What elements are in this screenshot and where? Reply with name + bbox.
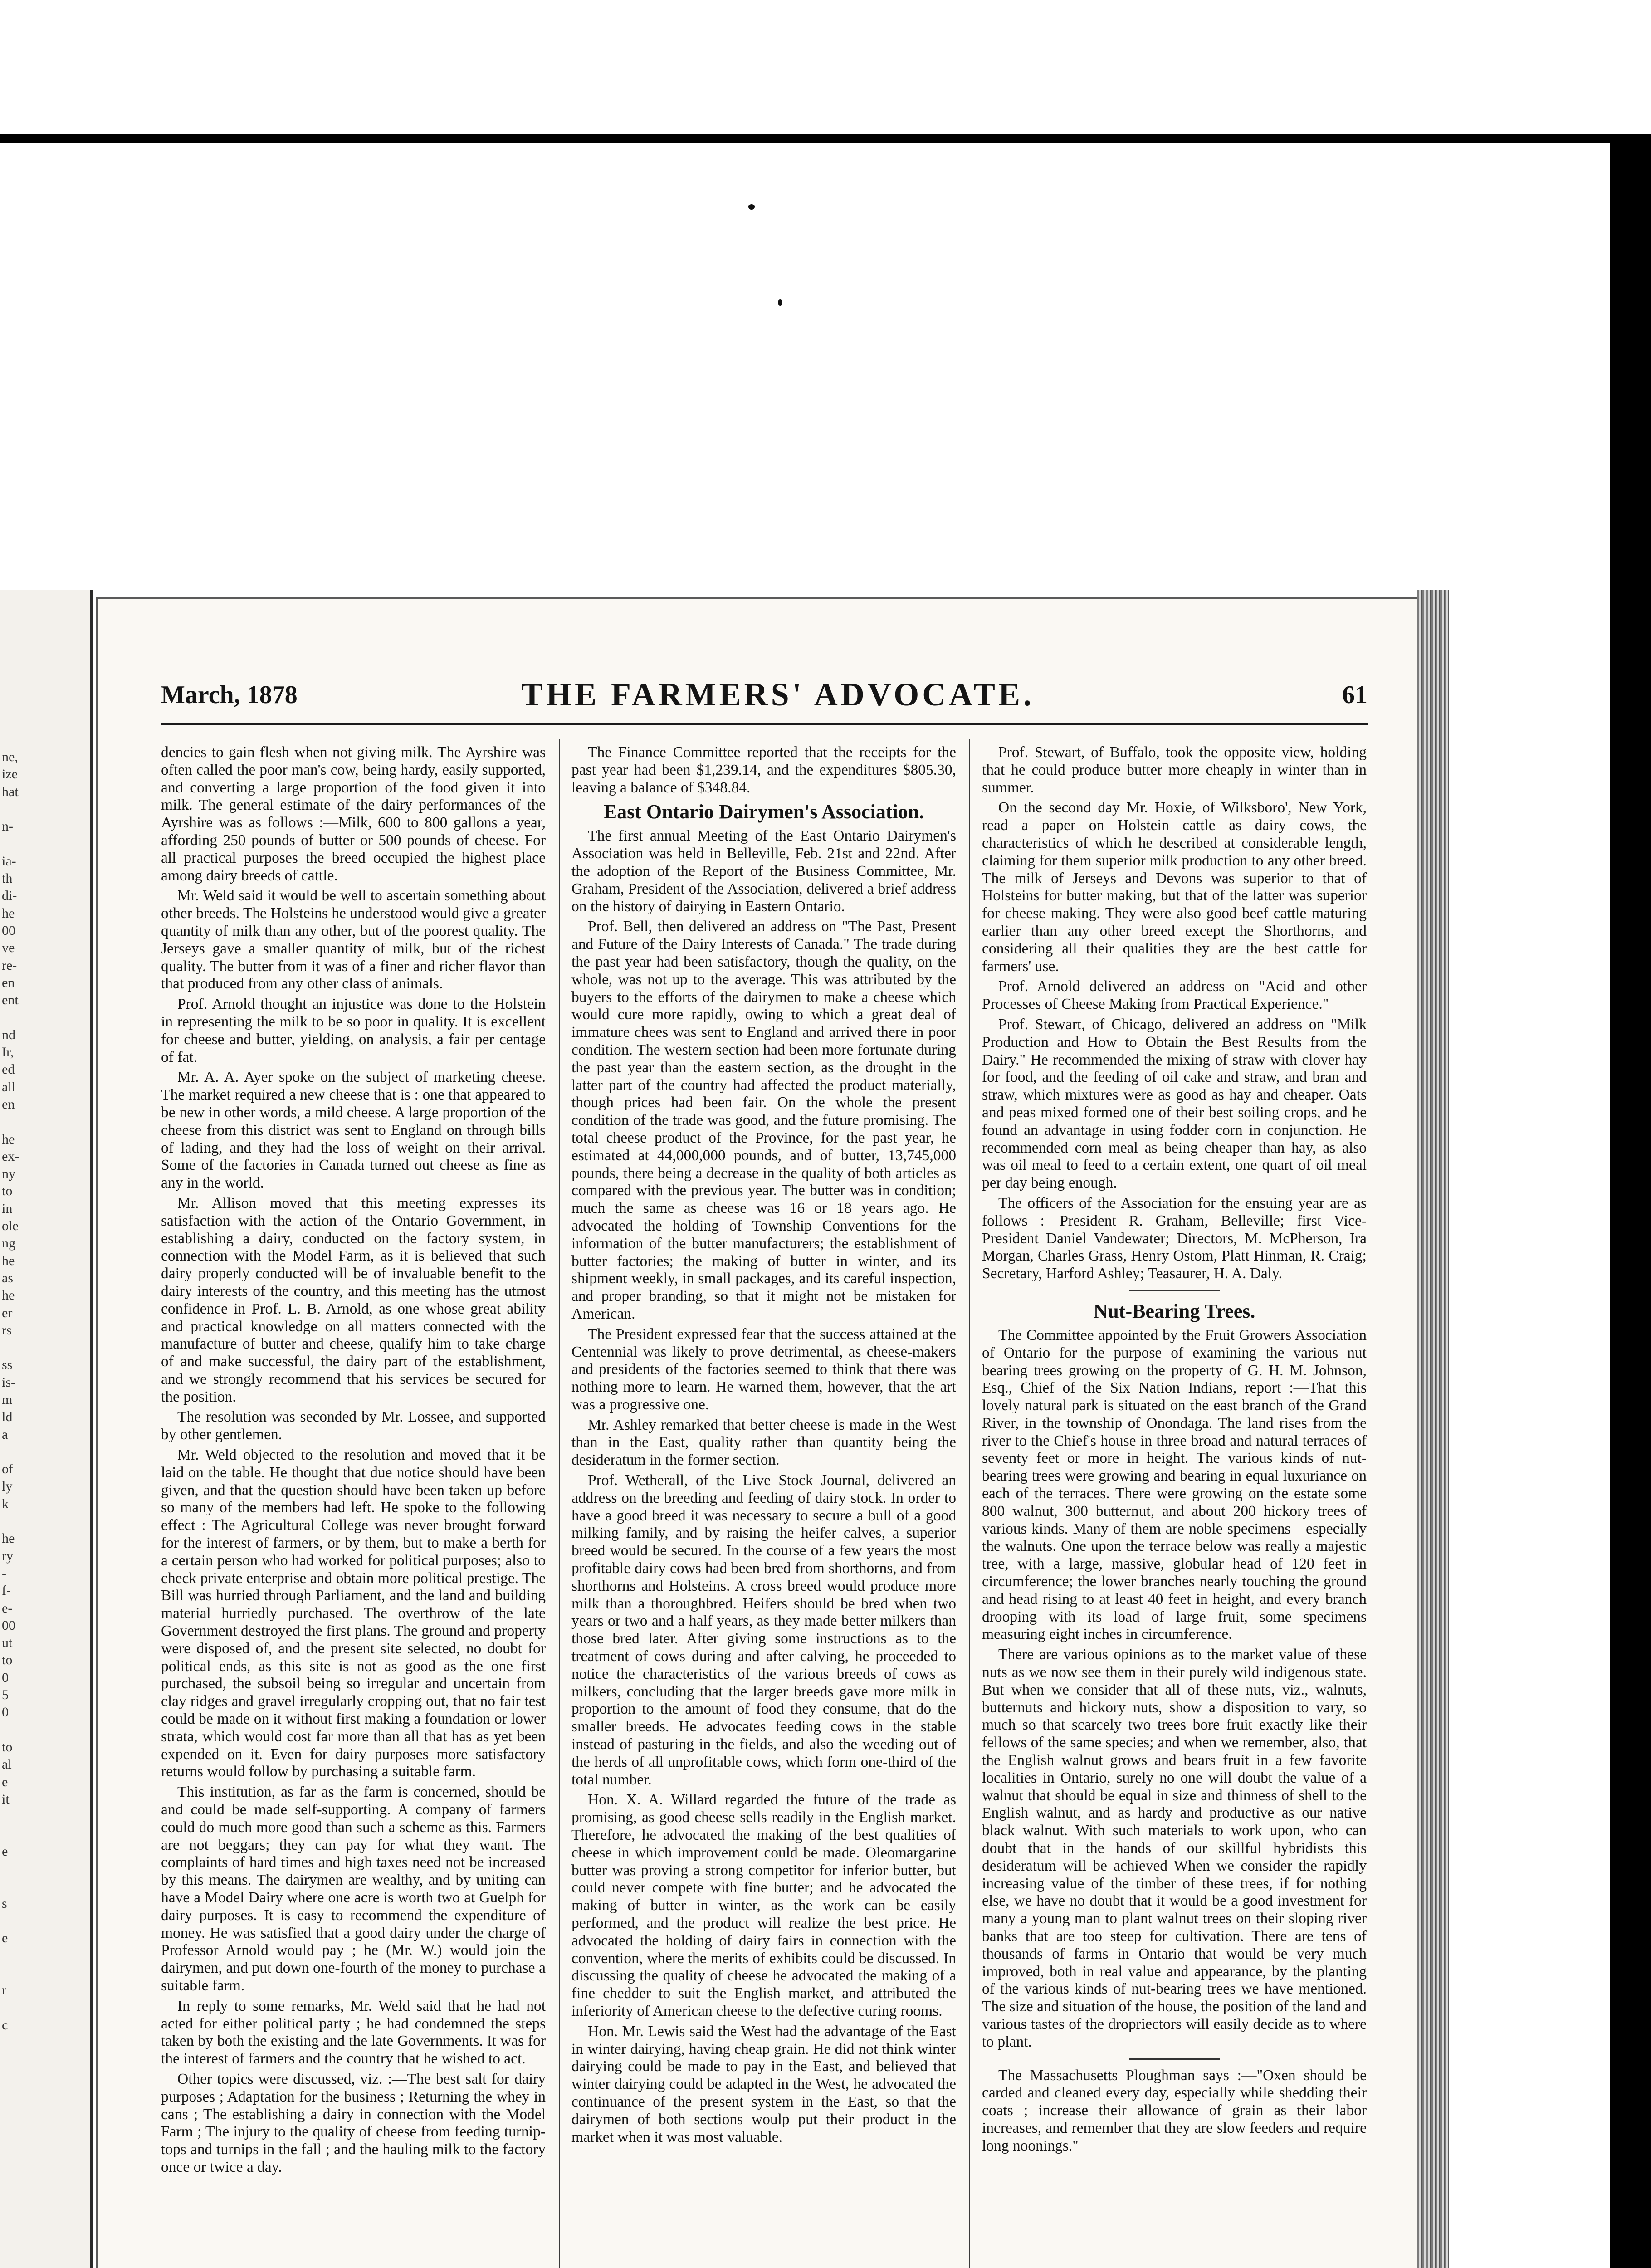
- paragraph: There are various opinions as to the market value of these nuts as we now see them in their purely wild indigenous state. But when we consider that all of these nuts, viz., walnuts, butternuts and hickory nuts, show a disposition to vary, so much so that scarcely two trees bore fruit exactly like their fellows of the same species; and when we remember, also, that the English walnut grows and bears fruit in a few favorite localities in Ontario, surely no one will doubt the value of a walnut that should be equal in size and thinness of shell to the English walnut, and as hardy and productive as our native black walnut. With such materials to work upon, who can doubt that in the hands of our skillful hybridists this desideratum will be achieved When we consider the rapidly increasing value of the timber of these trees, if for nothing else, we have no doubt that it would be a good investment for many a young man to plant walnut trees on their sloping river banks that are too steep for cultivation. There are tens of thousands of farms in Ontario that would be very much improved, both in real value and appearance, by the planting of the various kinds of nut-bearing trees we have mentioned. The size and situation of the house, the position of the land and various tastes of the dropriectors will easily decide as to where to plant.: [982, 1646, 1367, 2050]
- paragraph: Other topics were discussed, viz. :—The best salt for dairy purposes ; Adaptation for the business ; Returning the whey in cans ; The establishing a dairy in connection with the Model Farm ; The injury to the quality of cheese from feeding turnip-tops and turnips in the fall ; and the hauling milk to the factory once or twice a day.: [161, 2070, 546, 2175]
- cut-off-fragment: r: [2, 1983, 6, 1998]
- cut-off-fragment: ed: [2, 1062, 15, 1077]
- cut-off-fragment: Ir,: [2, 1045, 14, 1060]
- cut-off-fragment: ve: [2, 940, 15, 956]
- paragraph: On the second day Mr. Hoxie, of Wilksboro', New York, read a paper on Holstein cattle as dairy cows, the characteristics of which he described at considerable length, claiming for them superior milk production to any other breed. The milk of Jerseys and Devons was superior to that of Holsteins for butter making, but that of the latter was superior for cheese making. They were also good beef cattle maturing earlier than any other breed except the Shorthorns, and considering all their qualities they are the best cattle for farmers' use.: [982, 799, 1367, 975]
- cut-off-fragment: ss: [2, 1357, 13, 1373]
- east-ontario-article: [572, 827, 956, 2146]
- page-edge-line: [90, 590, 93, 2268]
- cut-off-fragment: [2, 1965, 88, 1982]
- cut-off-fragment: f-: [2, 1583, 11, 1598]
- cut-off-fragment: as: [2, 1270, 13, 1286]
- header-rule: [161, 723, 1368, 725]
- cut-off-fragment: [2, 1808, 88, 1825]
- stray-mark: [748, 204, 755, 210]
- paragraph: Hon. X. A. Willard regarded the future of the trade as promising, as good cheese sells readily in the English market. Therefore, he advocated the making of the best qualities of cheese in which improvement could be made. Oleomargarine butter was proving a strong competitor for inferior butter, but could never compete with fine butter; and he advocated the making of butter in winter, as the work can be easily performed, and the product will realize the best price. He advocated the holding of dairy fairs in connection with the convention, where the merits of exhibits could be discussed. In discussing the quality of cheese he advocated the making of a fine chedder to suit the English market, and attributed the inferiority of American cheese to the defective curing rooms.: [572, 1791, 956, 2019]
- scan-edge-top: [0, 134, 1651, 143]
- cut-off-fragment: he: [2, 1131, 15, 1147]
- cut-off-fragment: 5: [2, 1687, 9, 1703]
- nut-bearing-trees-article: [982, 1327, 1367, 2051]
- left-margin-page: [0, 590, 93, 2268]
- paragraph: Hon. Mr. Lewis said the West had the advantage of the East in winter dairying, having cheap grain. He did not think winter dairying could be made to pay in the East, and believed that winter dairying could be adapted in the West, he advocated the continuance of the present system in the East, so that the dairymen of both sections woulp put their product in the market when it was most valuable.: [572, 2023, 956, 2146]
- paragraph: The Committee appointed by the Fruit Growers Association of Ontario for the purpose of examining the various nut bearing trees growing on the property of G. H. M. Johnson, Esq., Chief of the Six Nation Indians, report :—That this lovely natural park is situated on the east branch of the Grand River, in the township of Onondaga. The land rises from the river to the Chief's house in three broad and natural terraces of seventy feet or more in height. The various kinds of nut-bearing trees were growing and bearing in equal luxuriance on each of the terraces. There were growing on the estate some 800 walnut, 300 butternut, and about 200 hickory trees of various kinds. Many of them are noble specimens—especially the walnuts. One upon the terrace below was really a majestic tree, with a large, massive, globular head of 120 feet in circumference; the lower branches nearly touching the ground and head rising to at least 40 feet in height, and every branch drooping with its load of large fruit, some specimens measuring eight inches in circumference.: [982, 1326, 1367, 1643]
- paragraph: Prof. Stewart, of Buffalo, took the opposite view, holding that he could produce butter more cheaply in winter than in summer.: [982, 744, 1367, 796]
- cut-off-fragment: s: [2, 1896, 7, 1911]
- section-rule: [1129, 2058, 1220, 2060]
- cut-off-fragment: en: [2, 1096, 15, 1112]
- masthead-title: THE FARMERS' ADVOCATE.: [521, 676, 1035, 713]
- cut-off-fragment: re-: [2, 958, 17, 973]
- cut-off-text-fragments: [2, 748, 88, 2034]
- cut-off-fragment: ny: [2, 1166, 15, 1182]
- cut-off-fragment: ly: [2, 1479, 13, 1494]
- cut-off-fragment: he: [2, 1288, 15, 1303]
- book-binding-edge: [1417, 590, 1449, 2268]
- cut-off-fragment: ut: [2, 1635, 13, 1651]
- cut-off-fragment: -: [2, 1565, 6, 1581]
- cut-off-fragment: 00: [2, 923, 15, 938]
- cut-off-fragment: [2, 1009, 88, 1026]
- cut-off-fragment: n-: [2, 819, 13, 834]
- cut-off-fragment: [2, 1113, 88, 1130]
- cut-off-fragment: [2, 1877, 88, 1895]
- cut-off-fragment: [2, 1721, 88, 1739]
- cut-off-fragment: ent: [2, 992, 19, 1008]
- cut-off-fragment: he: [2, 905, 15, 921]
- cut-off-fragment: he: [2, 1531, 15, 1546]
- paragraph: dencies to gain flesh when not giving milk. The Ayrshire was often called the poor man's cow, being hardy, easily supported, and converting a large proportion of the food given it into milk. The general estimate of the dairy performances of the Ayrshire was as follows :—Milk, 600 to 800 gallons a year, affording 250 pounds of butter or 500 pounds of cheese. For all practical purposes the breed occupied the highest place among dairy breeds of cattle.: [161, 744, 546, 884]
- column-1: [161, 744, 546, 2268]
- paragraph: Mr. A. A. Ayer spoke on the subject of marketing cheese. The market required a new cheese that is : one that appeared to be new in other words, a mild cheese. A large proportion of the cheese from this district was sent to England on through bills of lading, and they had the loss of weight on their arrival. Some of the factories in Canada turned out cheese as fine as any in the world.: [161, 1069, 546, 1192]
- cut-off-fragment: al: [2, 1757, 12, 1772]
- cut-off-fragment: ry: [2, 1548, 13, 1564]
- cut-off-fragment: en: [2, 975, 15, 990]
- page-header: [161, 676, 1368, 717]
- cut-off-fragment: [2, 1339, 88, 1356]
- cut-off-fragment: [2, 801, 88, 818]
- stray-mark: [778, 299, 782, 306]
- cut-off-fragment: [2, 1513, 88, 1530]
- issue-date: March, 1878: [161, 681, 298, 709]
- cut-off-fragment: he: [2, 1253, 15, 1268]
- cut-off-fragment: ng: [2, 1236, 15, 1251]
- column-3: [982, 744, 1367, 2268]
- cut-off-fragment: [2, 1443, 88, 1461]
- section-title-nut-bearing-trees: Nut-Bearing Trees.: [1093, 1300, 1255, 1322]
- cut-off-fragment: in: [2, 1201, 13, 1216]
- cut-off-fragment: [2, 1912, 88, 1930]
- cut-off-fragment: rs: [2, 1322, 12, 1338]
- cut-off-fragment: to: [2, 1739, 13, 1755]
- column-2: [572, 744, 956, 2268]
- paragraph: In reply to some remarks, Mr. Weld said that he had not acted for either political party ; he had condemned the steps taken by both the existing and the late Governments. It was for the interest of farmers and the country that he wished to act.: [161, 1997, 546, 2068]
- cut-off-fragment: di-: [2, 888, 17, 904]
- cut-off-fragment: nd: [2, 1027, 15, 1042]
- paragraph: This institution, as far as the farm is concerned, should be and could be made self-supporting. A company of farmers could do much more good than such a scheme as this. Farmers are not beggars; they can pay for what they want. The complaints of hard times and high taxes need not be increased by this means. The dairymen are wealthy, and by uniting can have a Model Dairy where one acre is worth two at Guelph for dairy purposes. It is easy to recommend the expenditure of money. He was satisfied that a good dairy under the charge of Professor Arnold would pay ; he (Mr. W.) would join the dairymen, and put down one-fourth of the money to purchase a suitable farm.: [161, 1784, 546, 1994]
- cut-off-fragment: ne,: [2, 749, 18, 764]
- cut-off-fragment: [2, 835, 88, 852]
- paragraph: Mr. Ashley remarked that better cheese is made in the West than in the East, quality rather than quantity being the desideratum in the former section.: [572, 1416, 956, 1469]
- cut-off-fragment: it: [2, 1791, 10, 1807]
- newspaper-page: [98, 599, 1417, 2268]
- cut-off-fragment: e-: [2, 1600, 13, 1616]
- paragraph: Mr. Weld said it would be well to ascertain something about other breeds. The Holsteins he understood would give a greater quantity of milk than any other, but of the poorest quality. The Jerseys gave a smaller quantity of milk, but of the richest quality. The butter from it was of a finer and richer flavor than that produced from any other class of animals.: [161, 887, 546, 992]
- paragraph: The President expressed fear that the success attained at the Centennial was likely to prove detrimental, as cheese-makers and presidents of the factories seemed to think that there was nothing more to learn. He warned them, however, that the art was a progressive one.: [572, 1325, 956, 1413]
- cut-off-fragment: to: [2, 1183, 13, 1199]
- cut-off-fragment: of: [2, 1461, 13, 1477]
- paragraph: The officers of the Association for the ensuing year are as follows :—President R. Graham, Belleville; first Vice-President Daniel Vandewater; Directors, M. McPherson, Ira Morgan, Charles Grass, Henry Ostom, Platt Hinman, R. Craig; Secretary, Harford Ashley; Teasaurer, H. A. Daly.: [982, 1194, 1367, 1282]
- cut-off-fragment: 0: [2, 1670, 9, 1685]
- cut-off-fragment: er: [2, 1305, 13, 1320]
- cut-off-fragment: e: [2, 1931, 8, 1946]
- column-divider: [559, 739, 560, 2268]
- paragraph: The resolution was seconded by Mr. Lossee, and supported by other gentlemen.: [161, 1408, 546, 1443]
- cut-off-fragment: all: [2, 1079, 15, 1095]
- paragraph: Mr. Weld objected to the resolution and moved that it be laid on the table. He thought that due notice should have been given, and that the question should have been taken up before so many of the members had left. He spoke to the following effect : The Agricultural College was never brought forward for the interest of farmers, or by them, but to make a berth for a certain person who had worked for political purposes; also to check private enterprise and obtain more political prestige. The Bill was hurried through Parliament, and the land and building material hurriedly purchased. The overthrow of the late Government destroyed the first plans. The ground and property were disposed of, and the present site selected, no doubt for political ends, as this site is not as good as the one first purchased, the subsoil being so irregular and uncertain from clay ridges and gravel irregularly cropping out, that no fair test could be made on it without first making a foundation or lower strata, which would cost far more than all that has as yet been expended on it. Even for dairy purposes more satisfactory returns would follow by purchasing a suitable farm.: [161, 1447, 546, 1780]
- paragraph: Prof. Wetherall, of the Live Stock Journal, delivered an address on the breeding and feeding of dairy stock. In order to have a good breed it was necessary to secure a bull of a good milking family, and by raising the heifer calves, a superior breed would be secured. In the course of a few years the most profitable dairy cows had been bred from shorthorns, and from shorthorns and Holsteins. A cross breed would produce more milk than a thoroughbred. Heifers should be bred when two years or two and a half years, as they made better milkers than those bred later. After giving some instructions as to the treatment of cows during and after calving, he proceeded to notice the characteristics of the various breeds of cows as milkers, concluding that the larger breeds gave more milk in proportion to the amount of food they consume, that do the smaller breeds. He advocates feeding cows in the stable instead of pasturing in the fields, and also the weeding out of the herds of all unprofitable cows, which form one-third of the total number.: [572, 1472, 956, 1788]
- cut-off-fragment: e: [2, 1843, 8, 1859]
- page-number: 61: [1342, 681, 1368, 709]
- cut-off-fragment: ize: [2, 767, 18, 782]
- scan-edge-right: [1610, 134, 1651, 2268]
- paragraph: The first annual Meeting of the East Ontario Dairymen's Association was held in Belleville, Feb. 21st and 22nd. After the adoption of the Report of the Business Committee, Mr. Graham, President of the Association, delivered a brief address on the history of dairying in Eastern Ontario.: [572, 827, 956, 915]
- cut-off-fragment: a: [2, 1427, 8, 1442]
- massachusetts-ploughman-note: The Massachusetts Ploughman says :—"Oxen should be carded and cleaned every day, especially while shedding their coats ; increase their allowance of grain as their labor increases, and remember that they are slow feeders and require long noonings.": [982, 2067, 1367, 2154]
- paragraph: Prof. Arnold delivered an address on "Acid and other Processes of Cheese Making from Practical Experience.": [982, 978, 1367, 1013]
- cut-off-fragment: [2, 1999, 88, 2016]
- paragraph: Prof. Arnold thought an injustice was done to the Holstein in representing the milk to be so poor in quality. It is excellent for cheese and butter, yielding, on analysis, a fair per centage of fat.: [161, 996, 546, 1066]
- cut-off-fragment: ole: [2, 1218, 19, 1234]
- paragraph: Prof. Stewart, of Chicago, delivered an address on "Milk Production and How to Obtain the Best Results from the Dairy." He recommended the mixing of straw with clover hay for food, and the feeding of oil cake and straw, and bran and straw, which mixtures were as good as hay and cheaper. Oats and peas mixed formed one of their best soiling crops, and he found an advantage in using fodder corn in conjunction. He recommended corn meal as being cheaper than hay, as also was oil meal to feed to a certain extent, one quart of oil meal per day being enough.: [982, 1016, 1367, 1192]
- cut-off-fragment: [2, 1947, 88, 1964]
- cut-off-fragment: hat: [2, 784, 19, 799]
- paragraph: Mr. Allison moved that this meeting expresses its satisfaction with the action of the Ontario Government, in establishing a dairy, conducted on the factory system, in connection with the Model Farm, as it is believed that such dairy properly conducted will be of invaluable benefit to the dairy interests of the country, and this meeting has the utmost confidence in Prof. L. B. Arnold, as one whose great ability and practical knowledge on all matters connected with the manufacture of butter and cheese, qualify him to take charge of and make successful, the dairy part of the establishment, and we strongly recommend that his services be secured for the position.: [161, 1194, 546, 1405]
- cut-off-fragment: [2, 1825, 88, 1843]
- section-title-east-ontario: East Ontario Dairymen's Association.: [603, 801, 924, 823]
- cut-off-fragment: 00: [2, 1618, 15, 1633]
- cut-off-fragment: ld: [2, 1409, 13, 1425]
- cut-off-fragment: c: [2, 2017, 8, 2033]
- cut-off-fragment: to: [2, 1652, 13, 1668]
- cut-off-fragment: e: [2, 1774, 8, 1789]
- cut-off-fragment: th: [2, 871, 13, 886]
- cut-off-fragment: is-: [2, 1374, 15, 1390]
- column-divider: [969, 739, 970, 2268]
- finance-report: The Finance Committee reported that the receipts for the past year had been $1,239.14, and the expenditures $805.30, leaving a balance of $348.84.: [572, 744, 956, 796]
- cut-off-fragment: m: [2, 1392, 13, 1407]
- cut-off-fragment: ia-: [2, 853, 16, 869]
- cut-off-fragment: k: [2, 1496, 9, 1511]
- dairymen-article-continued: [982, 744, 1367, 1283]
- cut-off-fragment: ex-: [2, 1149, 20, 1164]
- section-rule: [1129, 1290, 1220, 1291]
- paragraph: Prof. Bell, then delivered an address on "The Past, Present and Future of the Dairy Interests of Canada." The trade during the past year had been satisfactory, though the quality, on the whole, was not up to the average. This was attributed by the buyers to the efforts of the dairymen to make a cheese which would cure more rapidly, owing to which a great deal of immature chees was sent to England and arrived there in poor condition. The western section had been more fortunate during the past year than the eastern section, as the drought in the latter part of the country had affected the product materially, though prices had been fair. On the whole the present condition of the trade was good, and the future promising. The total cheese product of the Province, for the past year, he estimated at 44,000,000 pounds, and of butter, 13,745,000 pounds, there being a decrease in the quality of both articles as compared with the previous year. The butter was in condition; much the same as cheese was 16 or 18 years ago. He advocated the holding of Township Conventions for the information of the butter manufacturers; the establishment of butter factories; the making of butter in winter, and its shipment weekly, in small packages, and its careful inspection, and proper branding, so that it might not be mistaken for American.: [572, 918, 956, 1322]
- cut-off-fragment: [2, 1860, 88, 1877]
- cut-off-fragment: 0: [2, 1705, 9, 1720]
